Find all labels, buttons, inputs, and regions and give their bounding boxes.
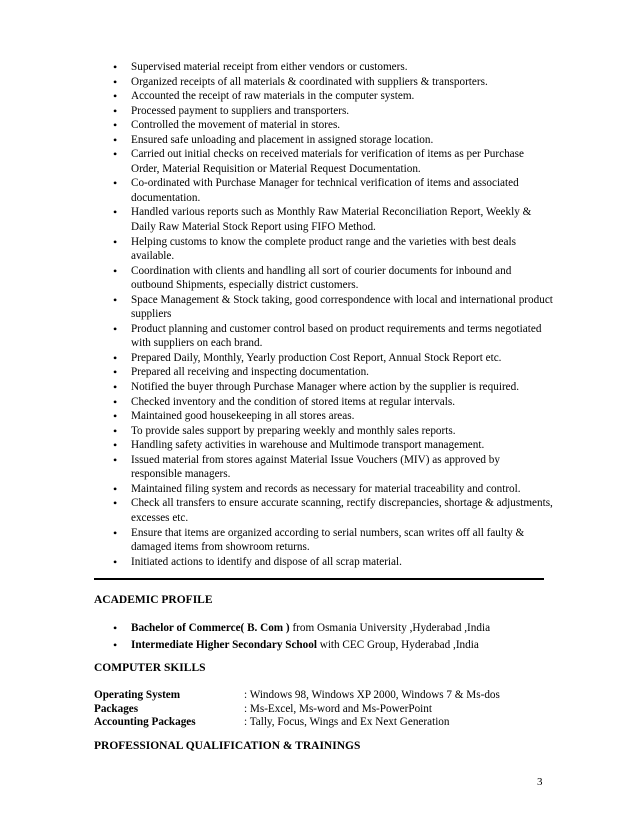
list-item: • Space Management & Stock taking, good correspondence with local and international product suppliers <box>113 293 553 322</box>
list-item: • Ensure that items are organized according to serial numbers, scan writes off all faulty & damaged items from showroom returns. <box>113 526 553 555</box>
list-item: • Ensured safe unloading and placement in assigned storage location. <box>113 133 553 148</box>
skills-table <box>94 689 544 730</box>
list-item: • Issued material from stores against Material Issue Vouchers (MIV) as approved by responsible managers. <box>113 453 553 482</box>
list-item: • Maintained good housekeeping in all stores areas. <box>113 409 553 424</box>
skill-row <box>94 689 544 703</box>
skill-label: Operating System <box>94 689 181 701</box>
list-item: • Notified the buyer through Purchase Manager where action by the supplier is required. <box>113 380 553 395</box>
skill-value: : Windows 98, Windows XP 2000, Windows 7 & Ms-dos <box>244 689 500 701</box>
computer-skills-heading: COMPUTER SKILLS <box>94 662 206 674</box>
list-item: • Co-ordinated with Purchase Manager for technical verification of items and associated documentation. <box>113 176 553 205</box>
list-item: • Prepared Daily, Monthly, Yearly production Cost Report, Annual Stock Report etc. <box>113 351 553 366</box>
skill-row <box>94 716 544 730</box>
list-item: • Check all transfers to ensure accurate scanning, rectify discrepancies, shortage & adjustments, excesses etc. <box>113 496 553 525</box>
section-divider <box>94 578 544 580</box>
professional-heading: PROFESSIONAL QUALIFICATION & TRAININGS <box>94 740 361 752</box>
list-item: • Controlled the movement of material in stores. <box>113 118 553 133</box>
degree-name: Intermediate Higher Secondary School <box>131 638 317 651</box>
skill-value: : Ms-Excel, Ms-word and Ms-PowerPoint <box>244 702 432 715</box>
list-item: • Carried out initial checks on received materials for verification of items as per Purchase Order, Material Requisition or Material Request Documentation. <box>113 147 553 176</box>
list-item: • Handled various reports such as Monthly Raw Material Reconciliation Report, Weekly & Daily Raw Material Stock Report using FIFO Method. <box>113 205 553 234</box>
list-item: • Organized receipts of all materials & coordinated with suppliers & transporters. <box>113 75 553 90</box>
list-item: • Coordination with clients and handling all sort of courier documents for inbound and outbound Shipments, especially district customers. <box>113 264 553 293</box>
list-item: • To provide sales support by preparing weekly and monthly sales reports. <box>113 424 553 439</box>
list-item: • Handling safety activities in warehouse and Multimode transport management. <box>113 438 553 453</box>
skill-row <box>94 703 544 717</box>
academic-list <box>113 620 553 653</box>
list-item: • Checked inventory and the condition of stored items at regular intervals. <box>113 395 553 410</box>
degree-name: Bachelor of Commerce( B. Com ) <box>131 622 290 634</box>
skill-value: : Tally, Focus, Wings and Ex Next Generation <box>244 716 450 728</box>
list-item <box>113 620 553 637</box>
degree-detail: with CEC Group, Hyderabad ,India <box>316 638 479 651</box>
list-item: • Accounted the receipt of raw materials in the computer system. <box>113 89 553 104</box>
list-item: • Prepared all receiving and inspecting documentation. <box>113 365 553 380</box>
page-number: 3 <box>537 776 543 788</box>
degree-detail: from Osmania University ,Hyderabad ,India <box>289 622 491 634</box>
list-item: • Maintained filing system and records as necessary for material traceability and control. <box>113 482 553 497</box>
academic-heading: ACADEMIC PROFILE <box>94 594 213 606</box>
skill-label: Packages <box>94 702 139 715</box>
duties-list <box>113 60 553 569</box>
list-item: • Supervised material receipt from either vendors or customers. <box>113 60 553 75</box>
list-item <box>113 637 553 654</box>
list-item: • Processed payment to suppliers and transporters. <box>113 104 553 119</box>
skill-label: Accounting Packages <box>94 716 196 728</box>
list-item: • Helping customs to know the complete product range and the varieties with best deals available. <box>113 235 553 264</box>
list-item: • Product planning and customer control based on product requirements and terms negotiated with suppliers on each brand. <box>113 322 553 351</box>
list-item: • Initiated actions to identify and dispose of all scrap material. <box>113 555 553 570</box>
